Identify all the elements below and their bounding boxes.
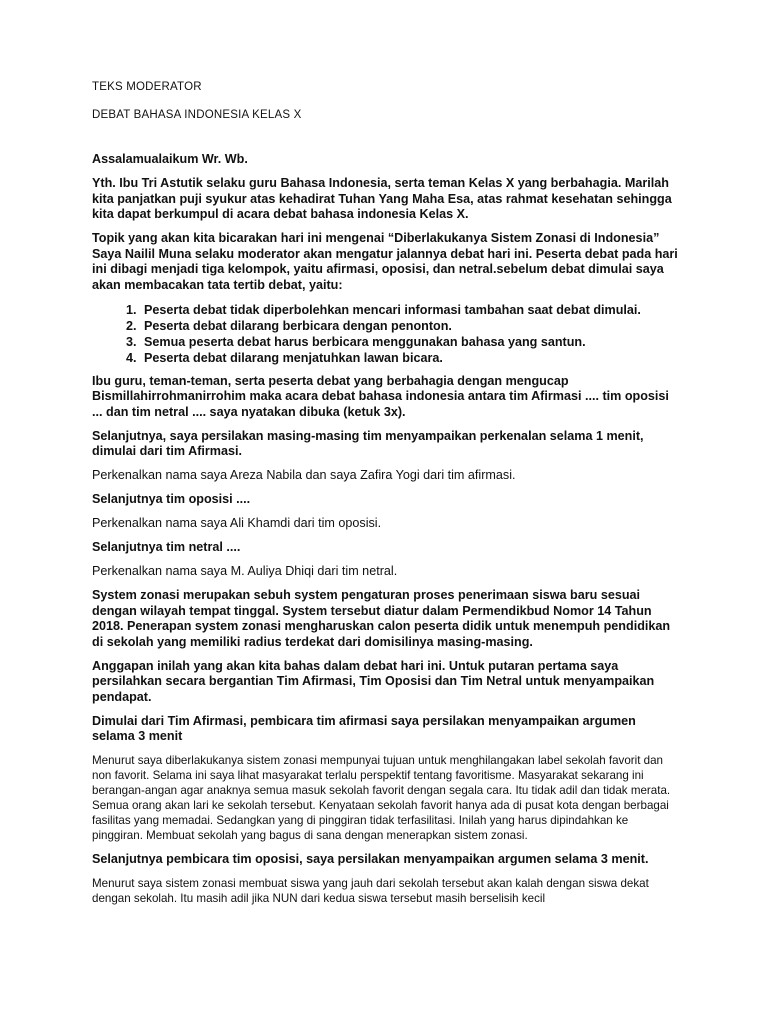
oposisi-prompt: Selanjutnya tim oposisi ....: [92, 492, 251, 506]
opening-paragraph: Yth. Ibu Tri Astutik selaku guru Bahasa Indonesia, serta teman Kelas X yang berbahagia. Marilah kita panjatkan puji syukur atas kehadirat Tuhan Yang Maha Esa, atas rahmat kesehatan sehingga kita dapat berkumpul di acara debat bahasa indonesia Kelas X.: [92, 176, 672, 221]
list-item: 1. Peserta debat tidak diperbolehkan mencari informasi tambahan saat debat dimulai.: [140, 302, 678, 318]
oposisi-introduction: Perkenalkan nama saya Ali Khamdi dari tim oposisi.: [92, 516, 382, 530]
oposisi-argument-prompt: Selanjutnya pembicara tim oposisi, saya persilakan menyampaikan argumen selama 3 menit.: [92, 852, 649, 867]
list-item: 2. Peserta debat dilarang berbicara dengan penonton.: [140, 318, 678, 334]
oposisi-argument: Menurut saya sistem zonasi membuat siswa yang jauh dari sekolah tersebut akan kalah dengan siswa dekat dengan sekolah. Itu masih adil jika NUN dari kedua siswa tersebut masih berselisih kecil: [92, 877, 649, 906]
afirmasi-introduction: Perkenalkan nama saya Areza Nabila dan saya Zafira Yogi dari tim afirmasi.: [92, 468, 516, 482]
document-subtitle: DEBAT BAHASA INDONESIA KELAS X: [92, 109, 302, 121]
introduction-prompt: Selanjutnya, saya persilakan masing-masing tim menyampaikan perkenalan selama 1 menit, dimulai dari tim Afirmasi.: [92, 428, 644, 458]
round-one-paragraph: Anggapan inilah yang akan kita bahas dalam debat hari ini. Untuk putaran pertama saya persilahkan secara bergantian Tim Afirmasi, Tim Oposisi dan Tim Netral untuk menyampaikan pendapat.: [92, 658, 655, 704]
document-label: TEKS MODERATOR: [92, 81, 202, 93]
list-item: 3. Semua peserta debat harus berbicara menggunakan bahasa yang santun.: [140, 334, 678, 350]
netral-introduction: Perkenalkan nama saya M. Auliya Dhiqi dari tim netral.: [92, 564, 398, 578]
opening-statement: Ibu guru, teman-teman, serta peserta debat yang berbahagia dengan mengucap Bismillahirrohmanirrohim maka acara debat bahasa indonesia antara tim Afirmasi .... tim oposisi ... dan tim netral .... saya nyatakan dibuka (ketuk 3x).: [92, 373, 669, 419]
afirmasi-argument: Menurut saya diberlakukanya sistem zonasi mempunyai tujuan untuk menghilangakan label sekolah favorit dan non favorit. Selama ini saya lihat masyarakat terlalu perspektif tentang favoritisme. Masyarakat sekarang ini berangan-angan agar anaknya semua masuk sekolah favorit dengan segala cara. Itu tidak adil dan tidak merata. Semua orang akan lari ke sekolah tersebut. Kenyataan sekolah favorit hanya ada di pusat kota dengan berbagai fasilitas yang memadai. Sedangkan yang di pinggiran tidak terfasilitasi. Inilah yang harus dipindahkan ke pinggiran. Membuat sekolah yang bagus di sana dengan menerapkan sistem zonasi.: [92, 754, 671, 843]
netral-prompt: Selanjutnya tim netral ....: [92, 540, 241, 554]
topic-paragraph: Topik yang akan kita bicarakan hari ini mengenai “Diberlakukanya Sistem Zonasi di Indonesia” Saya Nailil Muna selaku moderator akan mengatur jalannya debat hari ini. Peserta debat pada hari ini dibagi menjadi tiga kelompok, yaitu afirmasi, oposisi, dan netral.sebelum debat dimulai saya akan membacakan tata tertib debat, yaitu:: [92, 231, 678, 292]
list-item: 4. Peserta debat dilarang menjatuhkan lawan bicara.: [140, 350, 678, 366]
greeting: Assalamualaikum Wr. Wb.: [92, 152, 248, 166]
afirmasi-argument-prompt: Dimulai dari Tim Afirmasi, pembicara tim afirmasi saya persilakan menyampaikan argumen selama 3 menit: [92, 713, 636, 743]
debate-rules-list: [92, 302, 678, 366]
zonasi-definition-paragraph: System zonasi merupakan sebuh system pengaturan proses penerimaan siswa baru sesuai dengan wilayah tempat tinggal. System tersebut diatur dalam Permendikbud Nomor 14 Tahun 2018. Penerapan system zonasi mengharuskan calon peserta didik untuk menempuh pendidikan di sekolah yang memiliki radius terdekat dari domisilinya masing-masing.: [92, 588, 671, 649]
